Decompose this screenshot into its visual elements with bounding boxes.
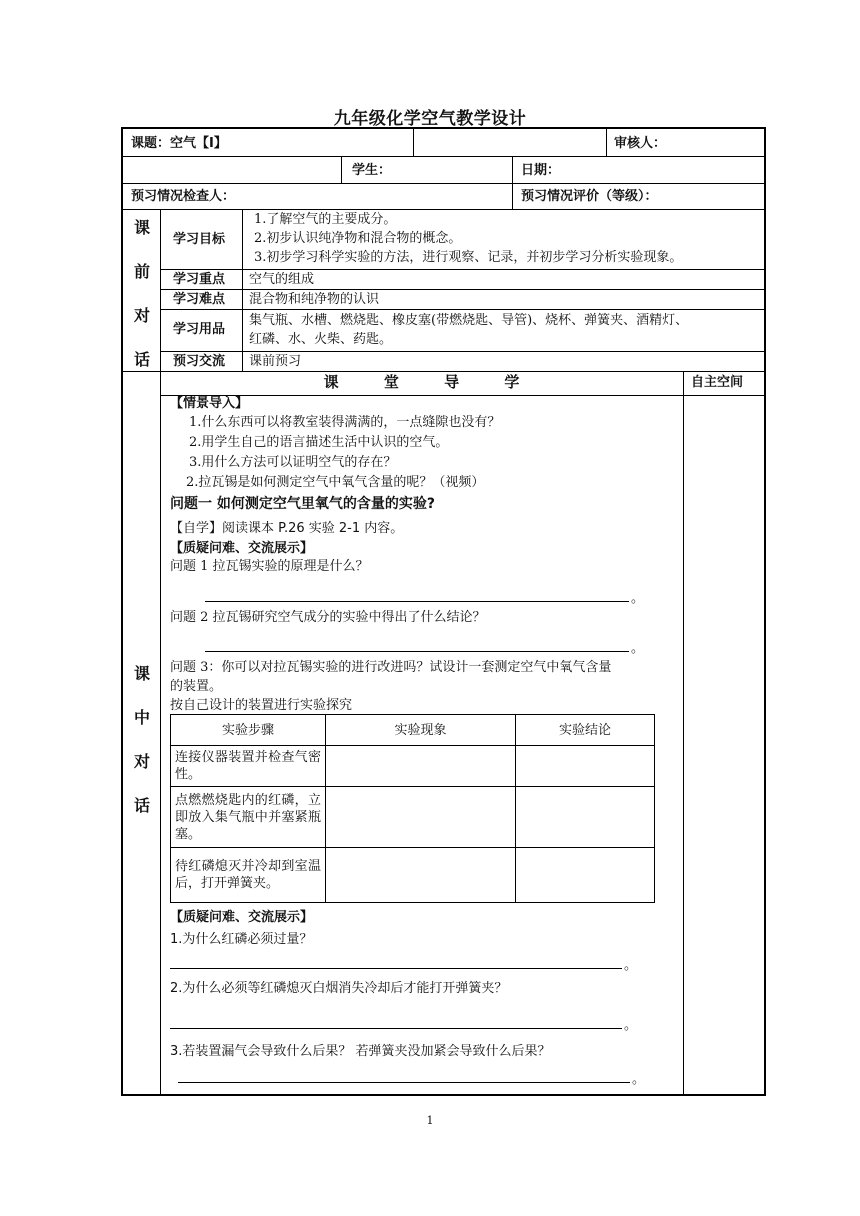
question-3-line: 问题 3：你可以对拉瓦锡实验的进行改进吗？试设计一套测定空气中氧气含量 xyxy=(170,660,612,675)
row-label-supplies: 学习用品 xyxy=(173,322,226,337)
guide-title: 课 堂 导 学 xyxy=(323,373,520,391)
self-study-text: 【自学】阅读课本 P.26 实验 2-1 内容。 xyxy=(170,521,404,536)
row-label-difficulty: 学习难点 xyxy=(173,292,226,307)
intro-item: 2.用学生自己的语言描述生活中认识的空气。 xyxy=(189,435,449,450)
row-label-focus: 学习重点 xyxy=(173,272,226,287)
col-header: 实验结论 xyxy=(516,715,655,746)
supplies-line: 红磷、水、火柴、药匙。 xyxy=(249,332,393,347)
line-end-period: 。 xyxy=(631,641,645,656)
line-end-period: 。 xyxy=(624,1018,638,1033)
conclusion-cell[interactable] xyxy=(516,848,655,903)
question-2: 问题 2 拉瓦锡研究空气成分的实验中得出了什么结论？ xyxy=(170,610,486,625)
intro-item: 3.用什么方法可以证明空气的存在？ xyxy=(189,455,397,470)
discussion-heading: 【质疑问难、交流展示】 xyxy=(170,541,314,556)
document-title: 九年级化学空气教学设计 xyxy=(333,109,527,129)
conclusion-cell[interactable] xyxy=(516,787,655,848)
question-1: 问题 1 拉瓦锡实验的原理是什么？ xyxy=(170,559,369,574)
followup-question: 1.为什么红磷必须过量？ xyxy=(170,932,313,947)
step-cell: 连接仪器装置并检查气密性。 xyxy=(171,746,326,787)
side-char: 对 xyxy=(134,752,151,771)
intro-item: 1.什么东西可以将教室装得满满的，一点缝隙也没有？ xyxy=(189,415,501,430)
step-cell: 点燃燃烧匙内的红磷，立即放入集气瓶中并塞紧瓶塞。 xyxy=(171,787,326,848)
line-end-period: 。 xyxy=(624,958,638,973)
intro-item: 2.拉瓦锡是如何测定空气中氧气含量的呢？（视频） xyxy=(186,475,485,490)
line-end-period: 。 xyxy=(631,591,645,606)
goal-line: 2.初步认识纯净物和混合物的概念。 xyxy=(254,231,462,246)
self-space-label: 自主空间 xyxy=(691,375,744,390)
focus-text: 空气的组成 xyxy=(249,272,315,287)
goal-line: 1.了解空气的主要成分。 xyxy=(254,212,397,227)
experiment-table xyxy=(170,714,655,903)
date-label: 日期： xyxy=(521,163,561,178)
phenomenon-cell[interactable] xyxy=(326,787,516,848)
col-header: 实验现象 xyxy=(326,715,516,746)
side-char: 中 xyxy=(134,708,151,727)
col-header: 实验步骤 xyxy=(171,715,326,746)
conclusion-cell[interactable] xyxy=(516,746,655,787)
evaluation-label: 预习情况评价（等级）： xyxy=(521,189,658,204)
discussion-heading-2: 【质疑问难、交流展示】 xyxy=(170,910,314,925)
goal-line: 3.初步学习科学实验的方法，进行观察、记录，并初步学习分析实验现象。 xyxy=(254,250,683,265)
side-char: 课 xyxy=(134,664,151,683)
answer-line xyxy=(205,601,629,602)
line-end-period: 。 xyxy=(632,1072,646,1087)
followup-question: 3.若装置漏气会导致什么后果？ 若弹簧夹没加紧会导致什么后果？ xyxy=(170,1044,551,1059)
side-char: 话 xyxy=(134,796,151,815)
difficulty-text: 混合物和纯净物的认识 xyxy=(249,292,380,307)
followup-question: 2.为什么必须等红磷熄灭白烟消失冷却后才能打开弹簧夹？ xyxy=(170,981,508,996)
topic-label: 课题：空气【Ⅰ】 xyxy=(131,136,227,151)
answer-line xyxy=(178,1082,630,1083)
page-number: 1 xyxy=(426,1114,434,1127)
checker-label: 预习情况检查人： xyxy=(131,189,236,204)
student-label: 学生： xyxy=(352,163,392,178)
answer-line xyxy=(170,968,622,969)
row-label-goals: 学习目标 xyxy=(173,232,226,247)
answer-line xyxy=(170,1028,622,1029)
row-label-exchange: 预习交流 xyxy=(173,354,226,369)
answer-line xyxy=(205,651,629,652)
side-char: 课 xyxy=(134,218,151,237)
side-char: 话 xyxy=(134,350,151,369)
intro-heading: 【情景导入】 xyxy=(170,396,249,411)
exchange-text: 课前预习 xyxy=(249,354,302,369)
side-char: 前 xyxy=(134,262,151,281)
phenomenon-cell[interactable] xyxy=(326,746,516,787)
reviewer-label: 审核人： xyxy=(614,136,667,151)
step-cell: 待红磷熄灭并冷却到室温后，打开弹簧夹。 xyxy=(171,848,326,903)
phenomenon-cell[interactable] xyxy=(326,848,516,903)
problem-one-heading: 问题一 如何测定空气里氧气的含量的实验? xyxy=(170,496,435,512)
side-char: 对 xyxy=(134,306,151,325)
explore-text: 按自己设计的装置进行实验探究 xyxy=(170,698,353,713)
question-3-line: 的装置。 xyxy=(170,679,223,694)
supplies-line: 集气瓶、水槽、燃烧匙、橡皮塞(带燃烧匙、导管)、烧杯、弹簧夹、酒精灯、 xyxy=(249,313,689,328)
